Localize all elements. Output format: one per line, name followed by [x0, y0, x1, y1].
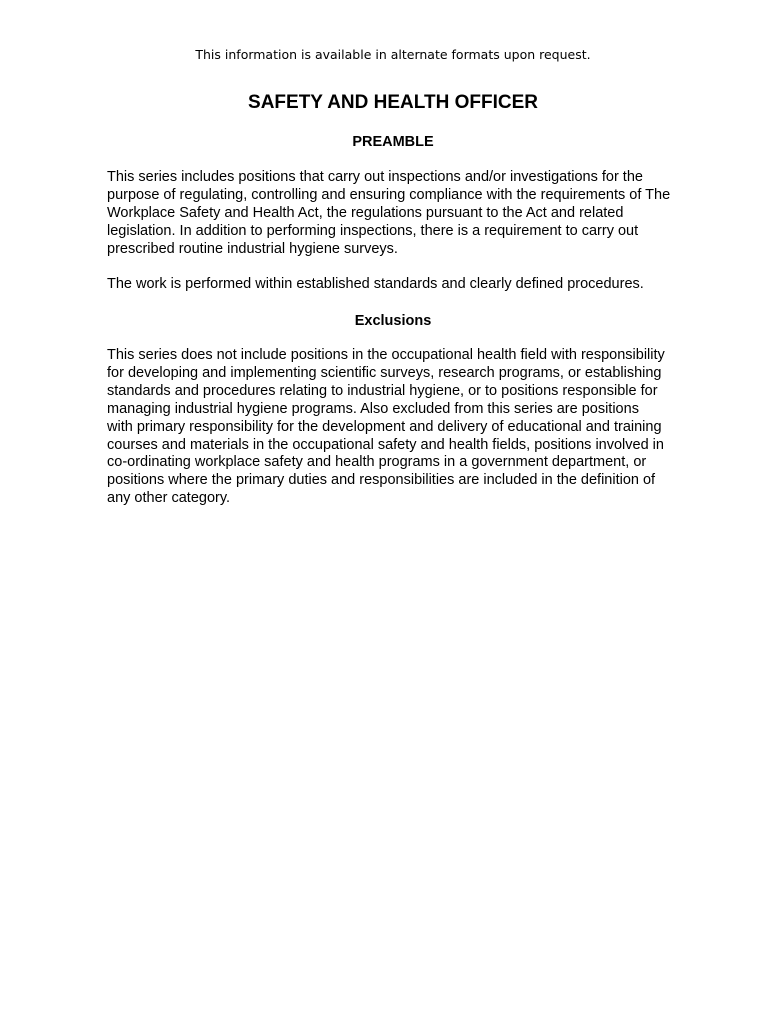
- preamble-paragraph-2: The work is performed within established standards and clearly defined procedures.: [107, 276, 644, 292]
- alternate-formats-notice: This information is available in alternate formats upon request.: [195, 47, 591, 62]
- exclusions-paragraph: This series does not include positions in the occupational health field with responsibility for developing and implementing scientific surveys, research programs, or establishing standards and procedures relating to industrial hygiene, or to positions responsible for managing industrial hygiene programs. Also excluded from this series are positions with primary responsibility for the development and delivery of educational and training courses and materials in the occupational safety and health fields, positions involved in co-ordinating workplace safety and health programs in a government department, or positions where the primary duties and responsibilities are included in the definition of any other category.: [107, 347, 665, 507]
- exclusions-heading: Exclusions: [354, 313, 432, 329]
- page-title: SAFETY AND HEALTH OFFICER: [248, 92, 538, 113]
- preamble-paragraph-1: This series includes positions that carry out inspections and/or investigations for the purpose of regulating, controlling and ensuring compliance with the requirements of The Workplace Safety and Health Act, the regulations pursuant to the Act and related legislation. In addition to performing inspections, there is a requirement to carry out prescribed routine industrial hygiene surveys.: [107, 169, 671, 257]
- preamble-heading: PREAMBLE: [352, 134, 434, 150]
